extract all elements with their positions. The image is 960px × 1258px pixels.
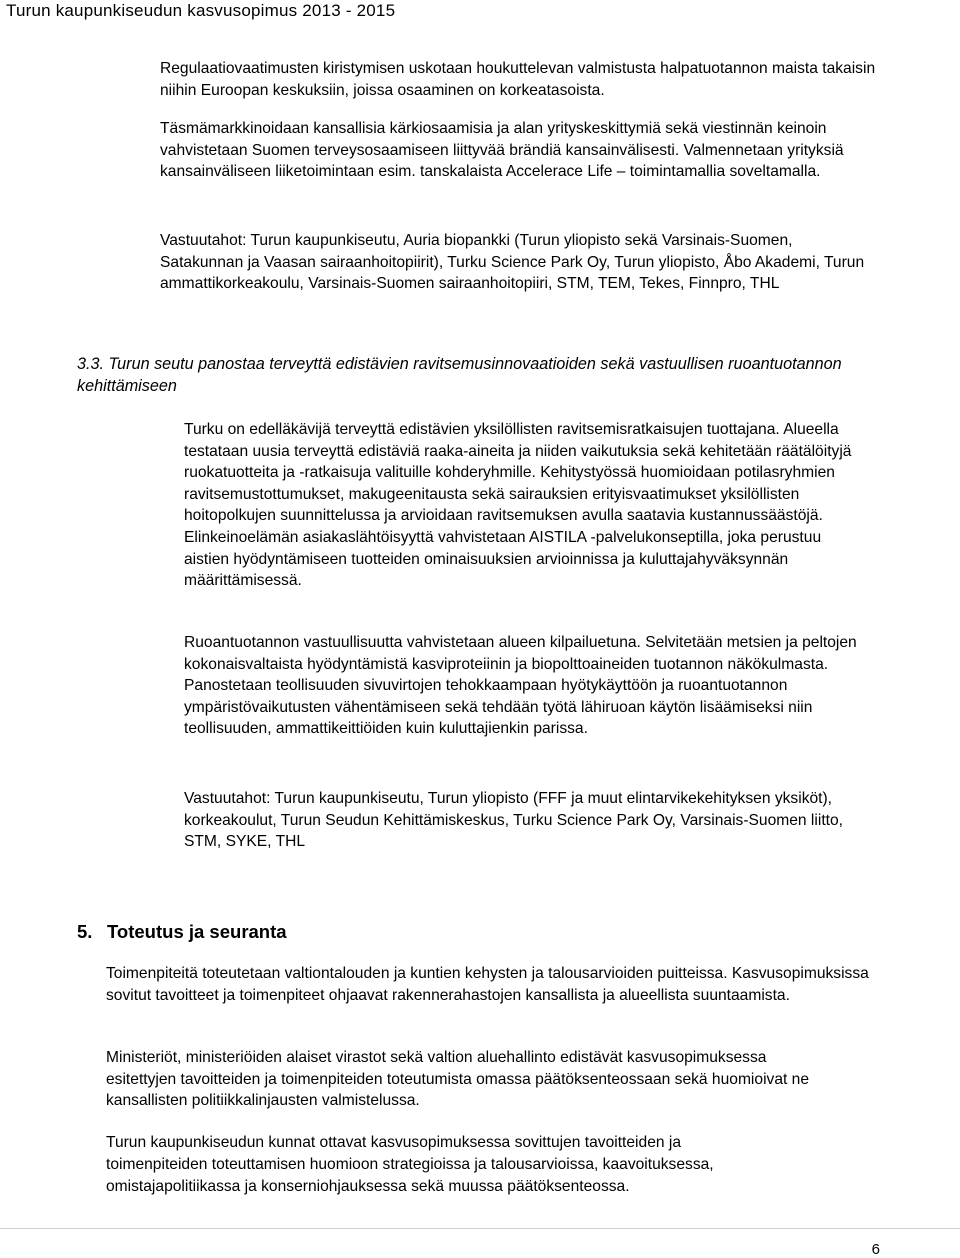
paragraph-responsible-parties-1 [160,230,880,295]
subsection-heading-3-3 [77,354,847,397]
paragraph-text: Täsmämarkkinoidaan kansallisia kärkiosaamisia ja alan yrityskeskittymiä sekä viestinnän keinoin vahvistetaan Suomen terveysosaamiseen liittyvää brändiä kansainvälisesti. Valmennetaan yrityksiä kansainväliseen liiketoimintaan esim. tanskalaista Accelerace Life – toimintamallia soveltamalla. [160,120,844,181]
paragraph-marketing [160,118,890,183]
section-title: Toteutus ja seuranta [107,921,287,942]
paragraph-municipalities-rest [106,1154,836,1197]
paragraph-municipalities-line1 [106,1132,836,1154]
paragraph-regulation [160,58,890,101]
footer-divider [0,1228,960,1229]
page-number: 6 [871,1241,880,1258]
paragraph-text: Vastuutahot: Turun kaupunkiseutu, Auria biopankki (Turun yliopisto sekä Varsinais-Suomen, Satakunnan ja Vaasan sairaanhoitopiirit), Turku Science Park Oy, Turun yliopisto, Åbo Akademi, Turun ammattikorkeakoulu, Varsinais-Suomen sairaanhoitopiiri, STM, TEM, Tekes, Finnpro, THL [160,232,865,293]
paragraph-ministries [106,1047,836,1112]
paragraph-text: Vastuutahot: Turun kaupunkiseutu, Turun yliopisto (FFF ja muut elintarvikekehityksen yksiköt), korkeakoulut, Turun Seudun Kehittämiskeskus, Turku Science Park Oy, Varsinais-Suomen liitto, STM, SYKE, THL [184,790,843,851]
paragraph-text: Ministeriöt, ministeriöiden alaiset virastot sekä valtion aluehallinto edistävät kasvusopimuksessa esitettyjen tavoitteiden ja toimenpiteiden toteutumista omassa päätöksenteossaan sekä huomioivat ne kansallisten politiikkalinjausten valmistelussa. [106,1049,810,1110]
paragraph-text: Toimenpiteitä toteutetaan valtiontalouden ja kuntien kehysten ja talousarvioiden puitteissa. Kasvusopimuksissa sovitut tavoitteet ja toimenpiteet ohjaavat rakennerahastojen kansallista ja alueellista suuntaamista. [106,965,869,1004]
section-number: 5. [77,921,93,942]
paragraph-text: Regulaatiovaatimusten kiristymisen uskotaan houkuttelevan valmistusta halpatuotannon maista takaisin niihin Euroopan keskuksiin, joissa osaaminen on korkeatasoista. [160,60,876,99]
paragraph-text: Turun kaupunkiseudun kunnat ottavat kasvusopimuksessa sovittujen tavoitteiden ja [106,1134,682,1151]
paragraph-food-production [184,632,864,740]
document-header: Turun kaupunkiseudun kasvusopimus 2013 - 2015 [6,1,396,20]
paragraph-text: toimenpiteiden toteuttamisen huomioon strategioissa ja talousarvioissa, kaavoituksessa, omistajapolitiikassa ja konserniohjauksessa sekä muussa päätöksenteossa. [106,1156,714,1195]
paragraph-text: Ruoantuotannon vastuullisuutta vahvistetaan alueen kilpailuetuna. Selvitetään metsien ja peltojen kokonaisvaltaista hyödyntämistä kasviproteiinin ja biopolttoaineiden tuotannon näkökulmasta. Panostetaan teollisuuden sivuvirtojen tehokkaampaan hyötykäyttöön ja ruoantuotannon ympäristövaikutusten vähentämiseen sekä tehdään työtä lähiruoan käytön lisäämiseksi niin teollisuuden, ammattikeittiöiden kuin kuluttajienkin parissa. [184,634,857,738]
paragraph-text: Turku on edelläkävijä terveyttä edistävien yksilöllisten ravitsemisratkaisujen tuottajana. Alueella testataan uusia terveyttä edistäviä raaka-aineita ja niiden vaikutuksia sekä kehitetään räätälöityjä ruokatuotteita ja -ratkaisuja valituille kohderyhmille. Kehitystyössä huomioidaan potilasryhmien ravitsemustottumukset, makugeenitausta sekä sairauksien erityisvaatimukset yksilöllisten hoitopolkujen suunnittelussa ja arvioidaan ravitsemuksen avulla saatavia kustannussäästöjä. Elinkeinoelämän asiakaslähtöisyyttä vahvistetaan AISTILA -palvelukonseptilla, joka perustuu aistien hyödyntämiseen tuotteiden ominaisuuksien arvioinnissa ja kuluttajahyväksynnän määrittämisessä. [184,421,852,590]
paragraph-implementation [106,963,886,1006]
section-heading [77,921,287,943]
paragraph-nutrition [184,419,864,592]
subsection-heading-text: 3.3. Turun seutu panostaa terveyttä edistävien ravitsemusinnovaatioiden sekä vastuullisen ruoantuotannon kehittämiseen [77,355,842,395]
paragraph-responsible-parties-2 [184,788,884,853]
